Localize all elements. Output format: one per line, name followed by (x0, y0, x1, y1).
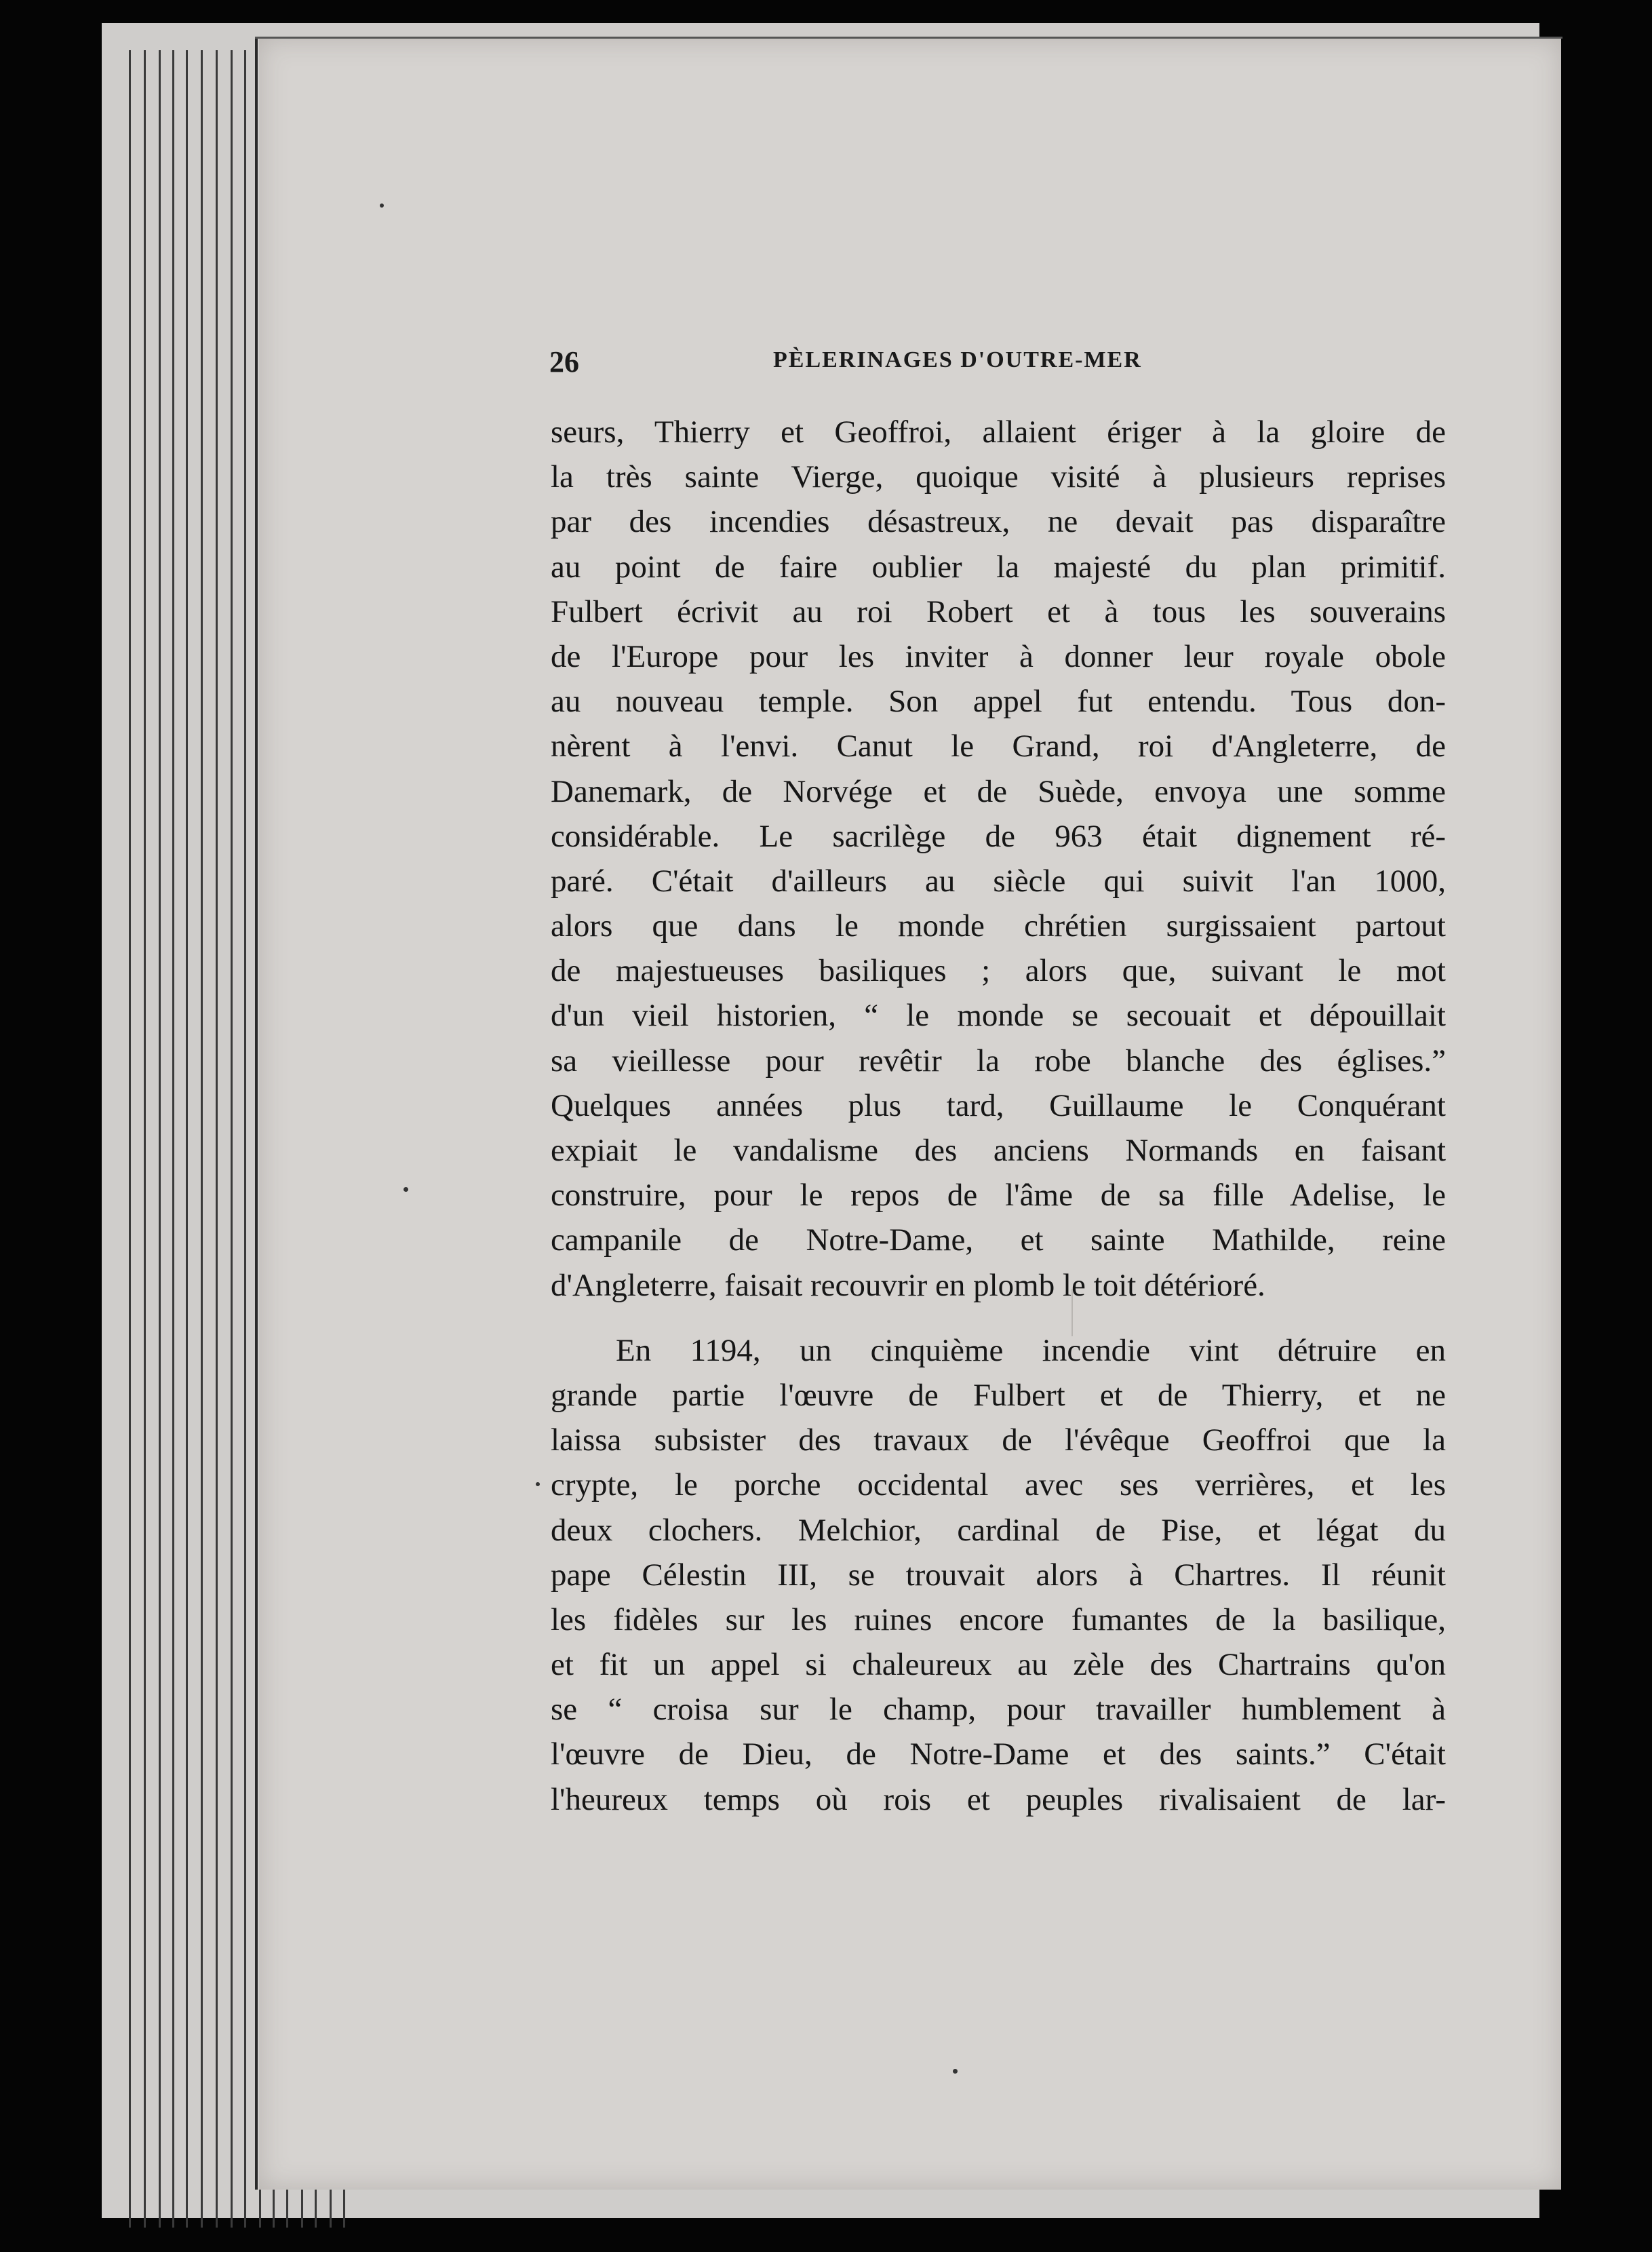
page-number: 26 (549, 345, 579, 378)
running-title: PÈLERINAGES D'OUTRE-MER (773, 347, 1142, 372)
text-line: paré. C'était d'ailleurs au siècle qui suivit l'an 1000, (551, 863, 1446, 899)
paper-speck (404, 1187, 408, 1192)
page-edge (144, 50, 146, 2228)
text-line: alors que dans le monde chrétien surgissaient partout (551, 908, 1446, 944)
text-line: crypte, le porche occidental avec ses verrières, et les (551, 1467, 1446, 1503)
text-line: se “ croisa sur le champ, pour travailler humblement à (551, 1692, 1446, 1728)
paper-speck (953, 2069, 958, 2074)
text-line: expiait le vandalisme des anciens Normands en faisant (551, 1133, 1446, 1168)
paper-speck (380, 203, 384, 208)
text-line: grande partie l'œuvre de Fulbert et de Thierry, et ne (551, 1377, 1446, 1413)
text-line: laissa subsister des travaux de l'évêque Geoffroi que la (551, 1422, 1446, 1458)
text-line: au nouveau temple. Son appel fut entendu. Tous don- (551, 684, 1446, 720)
text-line: construire, pour le repos de l'âme de sa fille Adelise, le (551, 1178, 1446, 1214)
page-edge (216, 50, 218, 2228)
text-line: campanile de Notre-Dame, et sainte Mathilde, reine (551, 1222, 1446, 1258)
page-edge (172, 50, 174, 2228)
text-line: l'heureux temps où rois et peuples rivalisaient de lar- (551, 1781, 1446, 1817)
text-line: considérable. Le sacrilège de 963 était dignement ré- (551, 818, 1446, 854)
text-line: Danemark, de Norvége et de Suède, envoya une somme (551, 773, 1446, 809)
text-line: d'Angleterre, faisait recouvrir en plomb le toit détérioré. (551, 1267, 1265, 1303)
paragraph (551, 410, 1446, 1308)
page-edge (186, 50, 188, 2228)
page-edge (201, 50, 203, 2228)
text-line: au point de faire oublier la majesté du plan primitif. (551, 549, 1446, 585)
page-edge (129, 50, 131, 2228)
text-line: deux clochers. Melchior, cardinal de Pise, et légat du (551, 1512, 1446, 1548)
running-head (549, 345, 1438, 392)
page-edge (244, 50, 246, 2228)
text-line: pape Célestin III, se trouvait alors à Chartres. Il réunit (551, 1557, 1446, 1593)
text-line: En 1194, un cinquième incendie vint détruire en (616, 1332, 1446, 1368)
text-line: d'un vieil historien, “ le monde se secouait et dépouillait (551, 998, 1446, 1034)
text-line: Quelques années plus tard, Guillaume le Conquérant (551, 1087, 1446, 1123)
page-edge (159, 50, 161, 2228)
text-line: Fulbert écrivit au roi Robert et à tous les souverains (551, 594, 1446, 629)
sheet-border (255, 37, 1562, 39)
sheet-border (255, 38, 258, 2190)
paper-speck (536, 1482, 540, 1486)
paragraph (551, 1328, 1446, 1822)
text-line: et fit un appel si chaleureux au zèle des Chartrains qu'on (551, 1647, 1446, 1683)
body-text (551, 410, 1446, 1822)
paragraph-gap (551, 1308, 1446, 1328)
text-line: les fidèles sur les ruines encore fumantes de la basilique, (551, 1601, 1446, 1637)
text-line: nèrent à l'envi. Canut le Grand, roi d'Angleterre, de (551, 729, 1446, 764)
text-line: seurs, Thierry et Geoffroi, allaient ériger à la gloire de (551, 414, 1446, 450)
text-line: par des incendies désastreux, ne devait pas disparaître (551, 504, 1446, 540)
text-line: sa vieillesse pour revêtir la robe blanche des églises.” (551, 1043, 1446, 1079)
text-line: de l'Europe pour les inviter à donner leur royale obole (551, 638, 1446, 674)
page-edge (231, 50, 233, 2228)
text-line: de majestueuses basiliques ; alors que, suivant le mot (551, 953, 1446, 989)
text-line: la très sainte Vierge, quoique visité à plusieurs reprises (551, 459, 1446, 495)
text-line: l'œuvre de Dieu, de Notre-Dame et des saints.” C'était (551, 1736, 1446, 1772)
